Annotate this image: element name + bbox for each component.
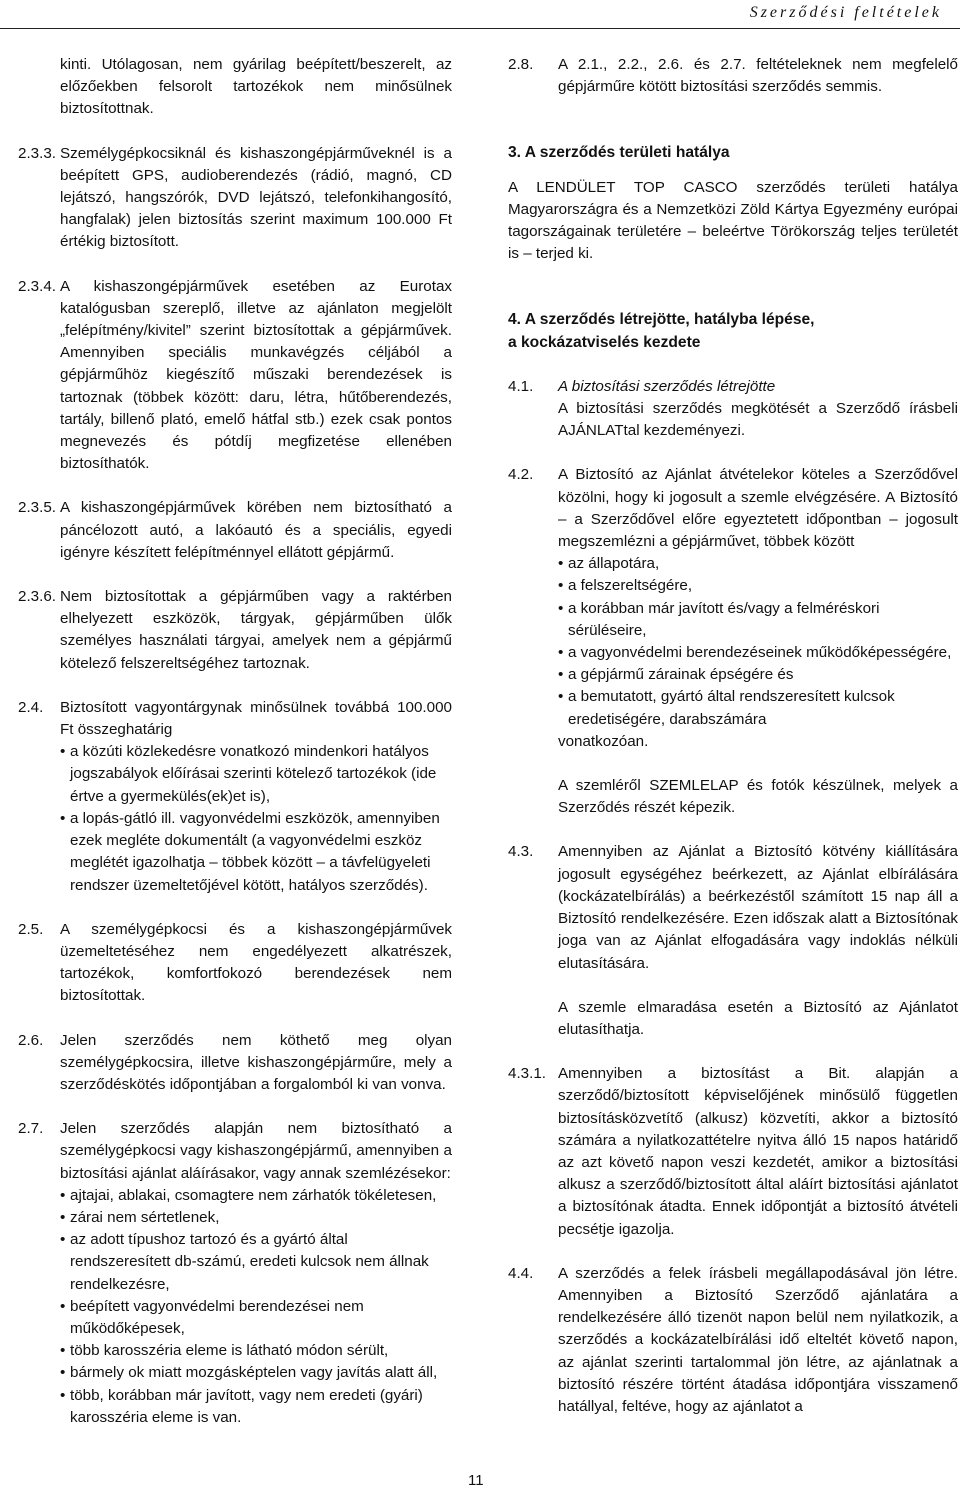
section-text: A biztosítási szerződés megkötését a Szerződő írásbeli AJÁNLATtal kezdeményezi. bbox=[558, 400, 958, 440]
section-number: 2.8. bbox=[508, 56, 534, 73]
section-number: 2.5. bbox=[18, 920, 44, 938]
list-item: • a korábban már javított és/vagy a felméréskori sérüléseire, bbox=[558, 598, 958, 642]
bullet-icon: • bbox=[60, 1231, 66, 1249]
bullet-icon: • bbox=[558, 644, 564, 662]
section-text: Jelen szerződés alapján nem biztosítható a személygépkocsi vagy kishaszongépjármű, amennyiben a biztosítási ajánlat aláírásakor, vagy annak szemlézésekor: bbox=[60, 1120, 452, 1182]
list-item: • beépített vagyonvédelmi berendezései nem működőképesek, bbox=[60, 1296, 452, 1340]
section-number: 2.3.4. bbox=[18, 277, 56, 295]
section-4-3-1 bbox=[508, 1063, 958, 1241]
section-number: 4.3.1. bbox=[508, 1065, 546, 1083]
section-number: 2.3.6. bbox=[18, 588, 56, 606]
list-item: • a gépjármű zárainak épségére és bbox=[558, 664, 958, 686]
section-3-heading: 3. A szerződés területi hatálya bbox=[508, 144, 730, 162]
section-4-3 bbox=[508, 841, 958, 1041]
section-text: A kishaszongépjárművek körében nem biztosítható a páncélozott autó, a lakóautó és a speciális, egyedi igényre készített felépítménnyel ellátott gépjármű. bbox=[60, 499, 452, 561]
section-4-2 bbox=[508, 464, 958, 819]
bullet-icon: • bbox=[60, 1297, 66, 1315]
bullet-icon: • bbox=[60, 1364, 66, 1382]
section-number: 4.3. bbox=[508, 843, 534, 861]
section-text-after: vonatkozóan. bbox=[558, 732, 649, 750]
right-column bbox=[508, 54, 958, 1418]
header-rule bbox=[0, 28, 960, 29]
bullet-list bbox=[558, 553, 958, 731]
list-item: • az adott típushoz tartozó és a gyártó által rendszeresített db-számú, eredeti kulcsok nem állnak rendelkezésre, bbox=[60, 1229, 452, 1296]
list-item: • a lopás-gátló ill. vagyonvédelmi eszközök, amennyiben ezek megléte dokumentált (a vagyonvédelmi eszköz meglétét igazolhatja – többek között – a távfelügyeleti rendszer üzemeltetőjével kötött, hatályos szerződés). bbox=[60, 808, 452, 897]
section-2-3-5 bbox=[18, 497, 452, 564]
intro-paragraph: kinti. Utólagosan, nem gyárilag beépített/beszerelt, az előzőekben felsorolt tartozékok nem minősülnek biztosítottnak. bbox=[60, 56, 452, 118]
bullet-icon: • bbox=[558, 599, 564, 617]
section-subtitle: A biztosítási szerződés létrejötte bbox=[558, 377, 776, 395]
bullet-list bbox=[60, 1185, 452, 1429]
section-text: Személygépkocsiknál és kishaszongépjárműveknél is a beépített GPS, audioberendezés (rádió, magnó, CD lejátszó, hangszórók, DVD lejátszó, telefonkihangosító, hangfalak) jelen biztosítás szerint maximum 100.000 Ft értékig biztosított. bbox=[60, 144, 452, 251]
section-number: 4.2. bbox=[508, 466, 534, 484]
bullet-icon: • bbox=[60, 1186, 66, 1204]
section-text: Amennyiben az Ajánlat a Biztosító kötvény kiállítására jogosult egységéhez beérkezett, az Ajánlat elbírálására (kockázatelbírálás) a beérkezéstől számított 15 nap áll a Biztosító rendelkezésére. Ezen időszak alatt a Biztosítónak joga van az Ajánlat elfogadására vagy indoklás nélküli elutasítására. bbox=[558, 843, 958, 972]
section-2-3-3 bbox=[18, 143, 452, 254]
section-text: Biztosított vagyontárgynak minősülnek továbbá 100.000 Ft összeghatárig bbox=[60, 698, 452, 739]
section-text: A kishaszongépjárművek esetében az Eurotax katalógusban szereplő, illetve az ajánlaton megjelölt „felépítmény/kivitel” szerint biztosítottak a gépjárművek. Amennyiben speciális munkavégzés céljából a gépjárműhöz kiegészítő műszaki berendezések is tartoznak (többek között: daru, létra, hűtőberendezés, tartály, billenő plató, emelő hátfal stb.) ezek csak pontos megnevezés és pótdíj megfizetése ellenében biztosíthatók. bbox=[60, 277, 452, 473]
section-text: Jelen szerződés nem köthető meg olyan személygépkocsira, illetve kishaszongépjárműre, mely a szerződéskötés időpontjában a forgalomból ki van vonva. bbox=[60, 1031, 452, 1093]
section-4-1 bbox=[508, 376, 958, 443]
list-item: • a felszereltségére, bbox=[558, 575, 958, 597]
bullet-icon: • bbox=[558, 666, 564, 684]
section-text: A 2.1., 2.2., 2.6. és 2.7. feltételeknek nem megfelelő gépjárműre kötött biztosítási szerződés semmis. bbox=[558, 56, 958, 96]
section-2-8 bbox=[508, 54, 958, 98]
list-item: • zárai nem sértetlenek, bbox=[60, 1207, 452, 1229]
list-item: • több, korábban már javított, vagy nem eredeti (gyári) karosszéria eleme is van. bbox=[60, 1385, 452, 1429]
section-note: A szemle elmaradása esetén a Biztosító az Ajánlatot elutasíthatja. bbox=[558, 998, 958, 1038]
bullet-icon: • bbox=[60, 1386, 66, 1404]
bullet-icon: • bbox=[558, 688, 564, 706]
section-number: 4.1. bbox=[508, 377, 534, 395]
bullet-list bbox=[60, 741, 452, 896]
section-2-7 bbox=[18, 1118, 452, 1429]
section-text: A személygépkocsi és a kishaszongépjárművek üzemeltetéséhez nem engedélyezett alkatrészek, tartozékok, komfortfokozó berendezések nem biztosítottak. bbox=[60, 920, 452, 1005]
section-2-3-4 bbox=[18, 276, 452, 476]
list-item: • az állapotára, bbox=[558, 553, 958, 575]
bullet-icon: • bbox=[60, 743, 66, 761]
section-text: A szerződés a felek írásbeli megállapodásával jön létre. Amennyiben a Biztosító Szerződő ajánlatára a rendelkezésére álló tizenöt napon belül nem nyilatkozik, a szerződés a kockázatelbírálási idő elteltét követő napon, az ajánlat szerinti tartalommal jön létre, az ajánlatnak a biztosító részére történt átadása időpontjára visszamenő hatállyal, feltéve, hogy az ajánlatot a bbox=[558, 1264, 958, 1415]
section-note: A szemléről SZEMLELAP és fotók készülnek, melyek a Szerződés részét képezik. bbox=[558, 777, 958, 817]
page-header-title: Szerződési feltételek bbox=[749, 4, 942, 21]
page-number: 11 bbox=[468, 1472, 484, 1489]
section-number: 4.4. bbox=[508, 1264, 534, 1282]
section-number: 2.3.3. bbox=[18, 144, 56, 162]
section-2-5 bbox=[18, 919, 452, 1008]
list-item: • több karosszéria eleme is látható módon sérült, bbox=[60, 1340, 452, 1362]
bullet-icon: • bbox=[60, 809, 66, 827]
section-text: A Biztosító az Ajánlat átvételekor köteles a Szerződővel közölni, hogy ki jogosult a szemle elvégzésére. A Biztosító – a Szerződővel előre egyeztetett időpontban – jogosult megszemlézni a gépjárművet, többek között bbox=[558, 466, 958, 551]
section-4-4 bbox=[508, 1263, 958, 1418]
section-2-4 bbox=[18, 697, 452, 897]
list-item: • ajtajai, ablakai, csomagtere nem zárhatók tökéletesen, bbox=[60, 1185, 452, 1207]
left-column bbox=[18, 54, 452, 1429]
bullet-icon: • bbox=[558, 555, 564, 573]
section-3-paragraph: A LENDÜLET TOP CASCO szerződés területi hatálya Magyarországra és a Nemzetközi Zöld Kártya Egyezmény európai tagországainak területére – beleértve Törökország teljes területét is – terjed ki. bbox=[508, 178, 958, 263]
list-item: • a bemutatott, gyártó által rendszeresített kulcsok eredetiségére, darabszámára bbox=[558, 686, 958, 730]
list-item: • a vagyonvédelmi berendezéseinek működőképességére, bbox=[558, 642, 958, 664]
section-4-heading-line1: 4. A szerződés létrejötte, hatályba lépése, bbox=[508, 311, 815, 329]
bullet-icon: • bbox=[60, 1342, 66, 1360]
section-number: 2.6. bbox=[18, 1031, 44, 1049]
bullet-icon: • bbox=[60, 1208, 66, 1226]
section-text: Amennyiben a biztosítást a Bit. alapján a szerződő/biztosított képviselőjének minősülő független biztosításközvetítő (alkusz) közvetíti, akkor a biztosító számára a nyilatkozattételre nyitva álló 15 napos határidő az azt követő napon veszi kezdetét, amikor a biztosítási alkusz a szerződő/biztosított által aláírt biztosítási ajánlatot a biztosítónak átadta. Ennek időpontját a biztosító átvételi pecsétje igazolja. bbox=[558, 1065, 958, 1238]
section-2-6 bbox=[18, 1030, 452, 1097]
section-4-heading-line2: a kockázatviselés kezdete bbox=[508, 333, 701, 351]
section-2-3-6 bbox=[18, 586, 452, 675]
list-item: • a közúti közlekedésre vonatkozó mindenkori hatályos jogszabályok előírásai szerinti kötelező tartozékok (ide értve a gyermekülés(ek)et is), bbox=[60, 741, 452, 808]
section-number: 2.3.5. bbox=[18, 499, 56, 517]
bullet-icon: • bbox=[558, 577, 564, 595]
list-item: • bármely ok miatt mozgásképtelen vagy javítás alatt áll, bbox=[60, 1362, 452, 1384]
section-number: 2.4. bbox=[18, 698, 44, 716]
section-number: 2.7. bbox=[18, 1120, 44, 1138]
section-text: Nem biztosítottak a gépjárműben vagy a raktérben elhelyezett eszközök, tárgyak, gépjárműben ülők személyes használati tárgyai, amelyek nem a gépjármű kötelező felszereltségéhez tartoznak. bbox=[60, 588, 452, 672]
